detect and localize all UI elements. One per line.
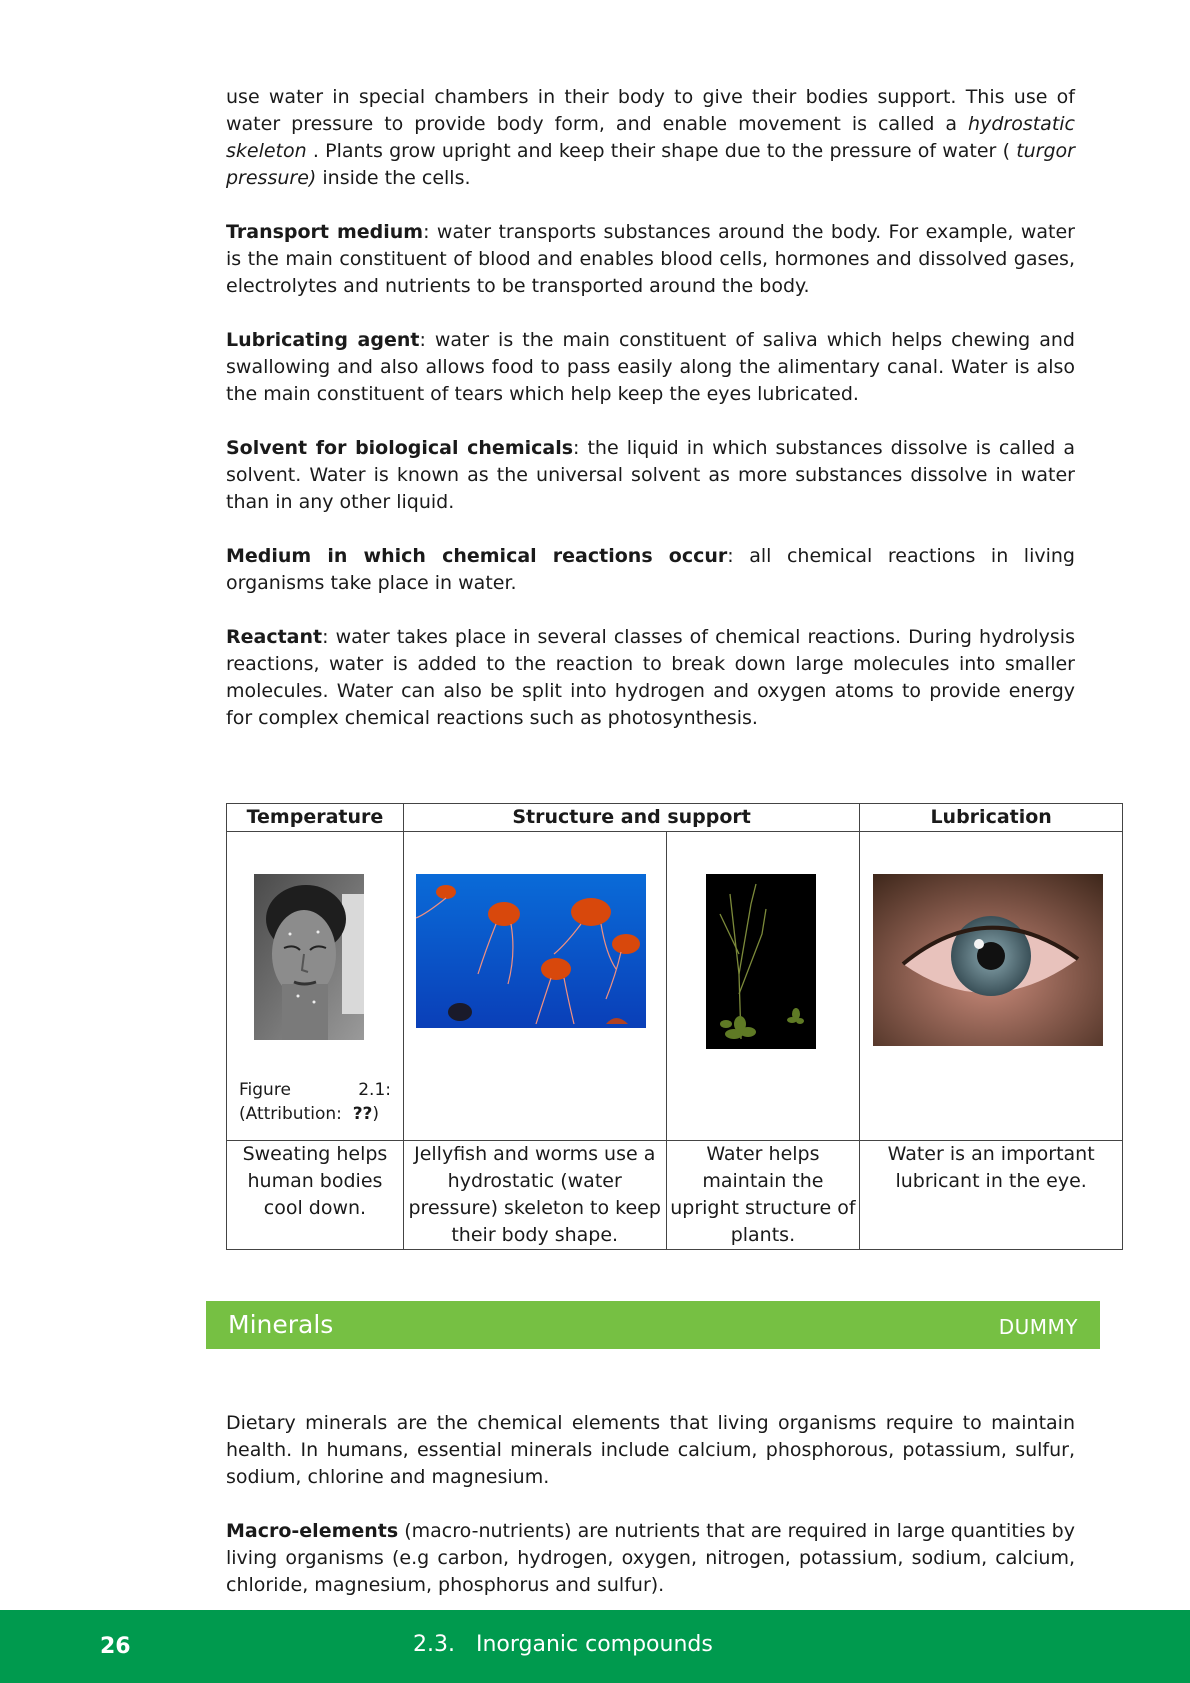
caption-eye: Water is an important lubricant in the eye. xyxy=(860,1141,1123,1250)
sweating-face-image xyxy=(254,874,364,1040)
term-hydrostatic-skeleton: hydrostatic skeleton xyxy=(226,113,1075,162)
cell-sweating-image xyxy=(227,832,404,1141)
header-structure: Structure and support xyxy=(403,804,859,832)
caption-jellyfish: Jellyfish and worms use a hydrostatic (water pressure) skeleton to keep their body shape. xyxy=(403,1141,666,1250)
section-tag: DUMMY xyxy=(998,1315,1078,1339)
section-title: Minerals xyxy=(228,1310,334,1339)
function-solvent: Solvent for biological chemicals: the liquid in which substances dissolve is called a solvent. Water is known as the universal solvent as more substances dissolve in water than in any other liquid. xyxy=(226,437,1075,513)
page-number: 26 xyxy=(100,1634,131,1659)
cell-plant-image xyxy=(666,832,860,1141)
intro-paragraph: use water in special chambers in their body to give their bodies support. This use of water pressure to provide body form, and enable movement is called a hydrostatic skeleton . Plants grow upright and keep their shape due to the pressure of water ( turgor pressure) inside the cells. xyxy=(226,86,1075,189)
caption-sweating: Sweating helps human bodies cool down. xyxy=(227,1141,404,1250)
footer-section-label: 2.3. Inorganic compounds xyxy=(413,1632,713,1657)
caption-plant: Water helps maintain the upright structure of plants. xyxy=(666,1141,860,1250)
cell-eye-image xyxy=(860,832,1123,1141)
figure-caption: Figure 2.1: (Attribution: ??) xyxy=(239,1080,391,1124)
function-medium: Medium in which chemical reactions occur: all chemical reactions in living organisms take place in water. xyxy=(226,545,1075,594)
section-header-minerals xyxy=(206,1301,1100,1349)
macro-elements-paragraph: Macro-elements (macro-nutrients) are nutrients that are required in large quantities by living organisms (e.g carbon, hydrogen, oxygen, nitrogen, potassium, sodium, calcium, chloride, magnesium, phosphorus and sulfur). xyxy=(226,1520,1075,1596)
function-reactant: Reactant: water takes place in several classes of chemical reactions. During hydrolysis reactions, water is added to the reaction to break down large molecules into smaller molecules. Water can also be split into hydrogen and oxygen atoms to provide energy for complex chemical reactions such as photosynthesis. xyxy=(226,626,1075,729)
page-footer xyxy=(0,1610,1190,1683)
figure-table xyxy=(226,803,1123,1250)
minerals-paragraph: Dietary minerals are the chemical elements that living organisms require to maintain health. In humans, essential minerals include calcium, phosphorous, potassium, sulfur, sodium, chlorine and magnesium. xyxy=(226,1412,1075,1488)
eye-image xyxy=(873,874,1103,1046)
function-lubricating: Lubricating agent: water is the main constituent of saliva which helps chewing and swallowing and also allows food to pass easily along the alimentary canal. Water is also the main constituent of tears which help keep the eyes lubricated. xyxy=(226,329,1075,405)
jellyfish-image xyxy=(416,874,646,1028)
function-transport: Transport medium: water transports substances around the body. For example, water is the main constituent of blood and enables blood cells, hormones and dissolved gases, electrolytes and nutrients to be transported around the body. xyxy=(226,221,1075,297)
header-lubrication: Lubrication xyxy=(860,804,1123,832)
term-turgor-pressure: turgor pressure) xyxy=(226,140,1075,189)
cell-jellyfish-image xyxy=(403,832,666,1141)
header-temperature: Temperature xyxy=(227,804,404,832)
plant-image xyxy=(706,874,816,1049)
